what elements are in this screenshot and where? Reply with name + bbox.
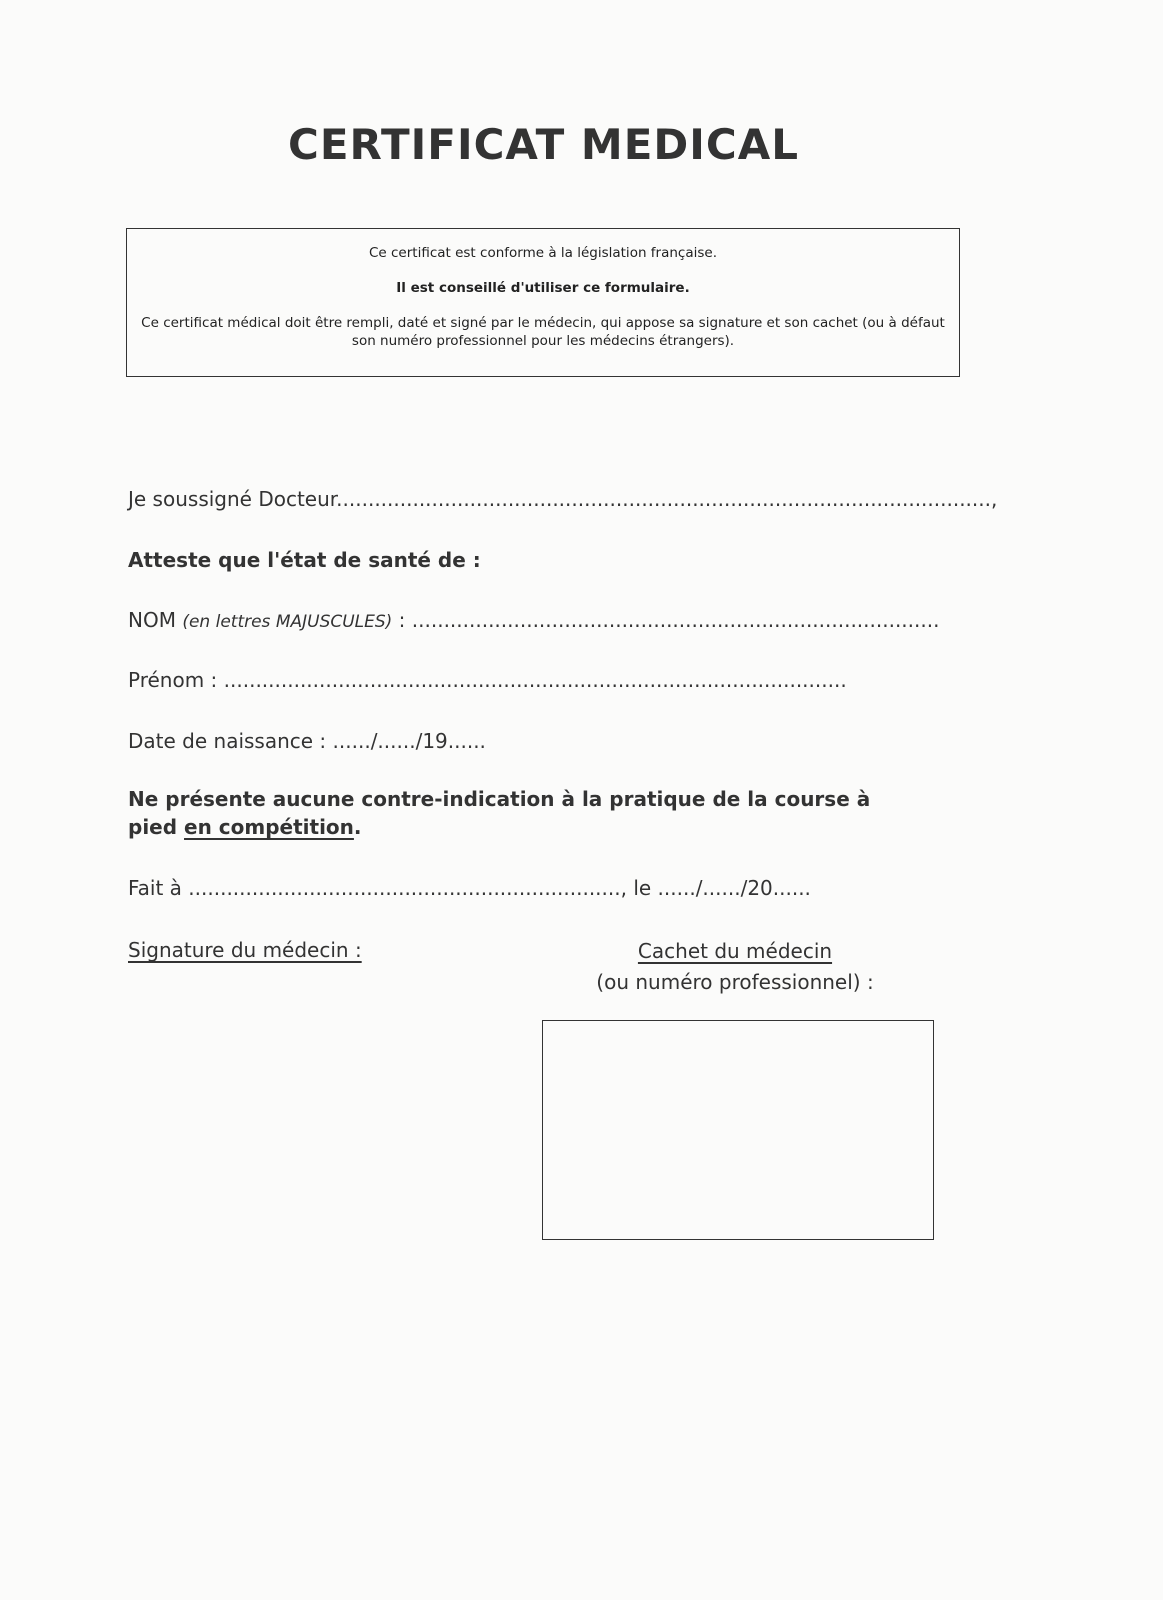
fait-field[interactable]: ...................................................................., le: [188, 876, 652, 900]
page-title: CERTIFICAT MEDICAL: [288, 120, 799, 169]
stamp-box[interactable]: [542, 1020, 934, 1240]
atteste-heading: Atteste que l'état de santé de :: [128, 548, 481, 572]
fait-date-field[interactable]: ....../....../20......: [657, 876, 811, 900]
contre-indication-line2: [128, 815, 362, 839]
nom-line: [128, 608, 939, 632]
notice-instructions: Ce certificat médical doit être rempli, daté et signé par le médecin, qui appose sa signature et son cachet (ou à défaut son numéro professionnel pour les médecins étrangers).: [141, 315, 945, 349]
contre-period: .: [353, 815, 362, 839]
prenom-label: Prénom: [128, 668, 205, 692]
contre-competition: en compétition: [184, 815, 354, 839]
naissance-label: Date de naissance :: [128, 729, 327, 753]
signature-label: Signature du médecin :: [128, 938, 362, 962]
fait-line: [128, 876, 811, 900]
prenom-field[interactable]: : ..................................................................................................: [204, 668, 847, 692]
fait-label: Fait à: [128, 876, 182, 900]
naissance-line: [128, 729, 486, 753]
notice-legal-line: Ce certificat est conforme à la législation française.: [368, 245, 718, 261]
notice-box: [126, 228, 960, 377]
nom-field[interactable]: : ...................................................................................: [392, 608, 940, 632]
cachet-label: Cachet du médecin: [637, 939, 833, 963]
contre-pied: pied: [128, 815, 185, 839]
cachet-sub-label: (ou numéro professionnel) :: [596, 970, 874, 994]
docteur-field[interactable]: .......................................................................................................,: [336, 487, 998, 511]
contre-indication-line1: Ne présente aucune contre-indication à la pratique de la course à: [128, 787, 871, 811]
naissance-field[interactable]: ....../....../19......: [332, 729, 486, 753]
prenom-line: [128, 668, 847, 692]
nom-label: NOM: [128, 608, 176, 632]
nom-hint: (en lettres MAJUSCULES): [182, 612, 393, 632]
docteur-label: Je soussigné Docteur: [128, 487, 337, 511]
docteur-line: [128, 487, 997, 511]
notice-advice-line: Il est conseillé d'utiliser ce formulaire.: [396, 280, 690, 296]
